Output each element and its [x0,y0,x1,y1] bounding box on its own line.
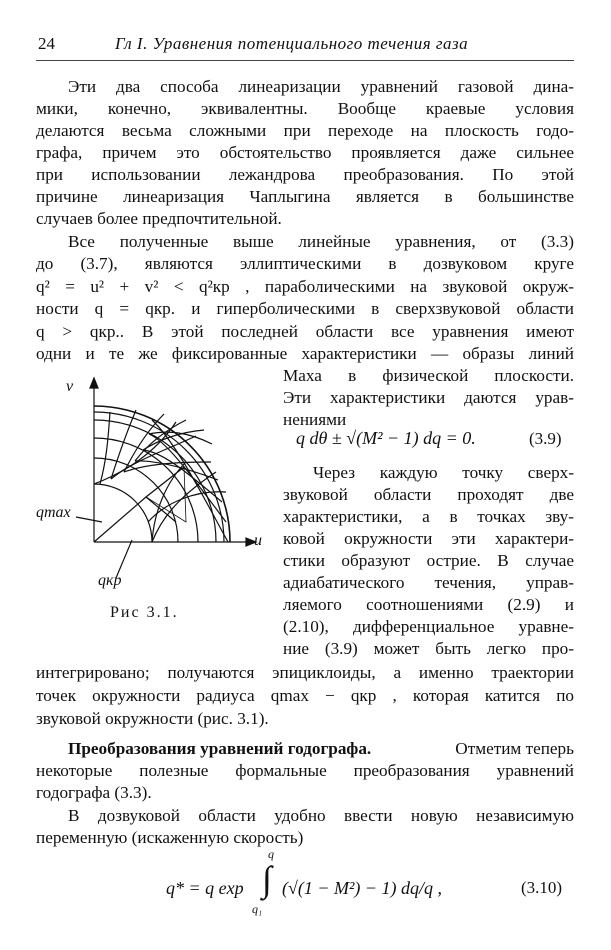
text-line: годографа (3.3). [36,783,152,802]
integral-sign: ∫ [262,859,272,899]
running-head: Гл I. Уравнения потенциального течения газа [115,34,469,53]
equation-3-9: q dθ ± √(M² − 1) dq = 0. [296,428,476,448]
equation-3-10-integrand: (√(1 − M²) − 1) dq/q , [282,878,443,898]
figure-3-1 [36,372,266,607]
section-heading: Преобразования уравнений годографа. [68,739,372,758]
text-line: q > qкр.. В этой последней области все уравнения имеют [36,322,574,341]
text-line: при использовании лежандрова преобразования. По этой [36,165,574,184]
hodograph-diagram [36,372,266,602]
label-qkr: qкр [98,572,122,589]
figure-caption: Рис 3.1. [110,604,179,621]
text-line: звуковой окружности (рис. 3.1). [36,709,269,728]
label-qmax: qmax [36,504,71,521]
text-line: адиабатического течения, управ- [283,573,574,592]
text-line: Эти два способа линеаризации уравнений газовой дина- [68,77,574,96]
text-line: интегрировано; получаются эпициклоиды, а именно траектории [36,663,574,682]
text-line: (2.10), дифференциальное уравне- [283,617,574,636]
text-line: стики образуют острие. В случае [283,551,574,570]
equation-3-10-lhs: q* = q exp [166,878,244,898]
text-line: Эти характеристики даются урав- [283,388,574,407]
text-line: одни и те же фиксированные характеристики — образы линий [36,344,574,363]
text-line: делаются весьма сложными при переходе на плоскость годо- [36,121,574,140]
text-line: мики, конечно, эквивалентны. Вообще краевые условия [36,99,574,118]
equation-number: (3.9) [529,429,562,448]
sonic-circle [94,484,152,542]
equation-number: (3.10) [521,878,563,897]
text-line: ковой окружности эти характери- [283,529,574,548]
text-line: некоторые полезные формальные преобразования уравнений [36,761,574,780]
text-line: Маха в физической плоскости. [283,366,574,385]
section-first-line [36,738,574,760]
text-line: Через каждую точку сверх- [313,463,574,482]
label-u: u [254,532,262,549]
integral-lower-limit: q₁ [252,902,263,916]
text-line: характеристики, а в точках зву- [283,507,574,526]
text-line: причине линеаризация Чаплыгина является в большинстве [36,187,574,206]
text-line: до (3.7), являются эллиптическими в дозвуковом круге [36,254,574,273]
text-line: q² = u² + v² < q²кр , параболическими на звуковой окруж- [36,277,574,296]
text-line: переменную (искаженную скорость) [36,828,304,847]
v-arrow [90,378,98,388]
text-line: Все полученные выше линейные уравнения, от (3.3) [68,232,574,251]
text-line: ности q = qкр. и гиперболическими в сверхзвуковой области [36,299,574,318]
text-line: В дозвуковой области удобно ввести новую независимую [68,806,574,825]
label-v: v [66,378,74,395]
text-line: нениями [283,410,347,429]
text-line: случаев более предпочтительной. [36,209,282,228]
header-rule [36,60,574,61]
text-line: точек окружности радиуса qmax − qкр , которая катится по [36,686,574,705]
text-line: графа, причем это обстоятельство проявляется даже сильнее [36,143,574,162]
text-line: ние (3.9) может быть легко про- [283,639,574,658]
page-number: 24 [38,34,55,53]
text-line: ляемого соотношениями (2.9) и [283,595,574,614]
text-fragment: Отметим теперь [455,739,574,758]
text-line: звуковой области проходят две [283,485,574,504]
qkr-radius [94,497,146,542]
integral-upper-limit: q [268,847,274,861]
